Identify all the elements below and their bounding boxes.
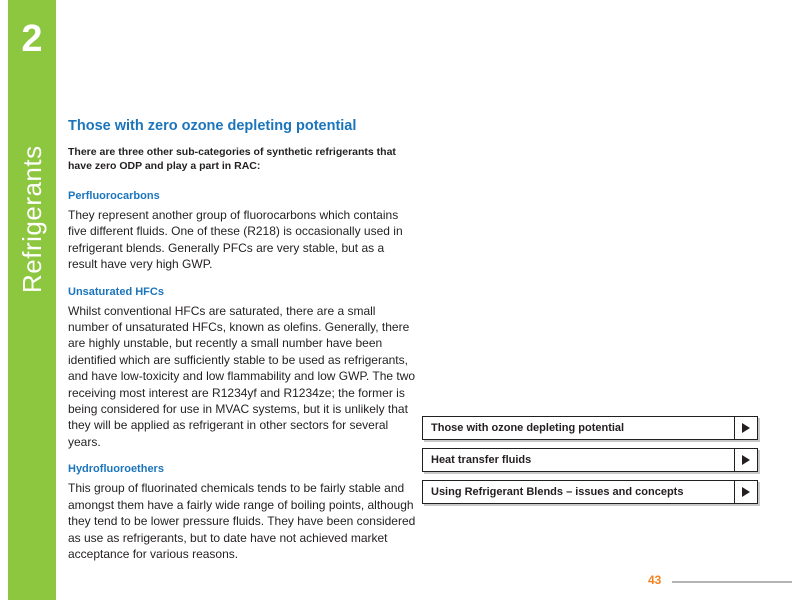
- intro-text: There are three other sub-categories of synthetic refrigerants that have zero ODP and play a part in RAC:: [68, 146, 396, 172]
- footer-rule: [672, 581, 792, 583]
- page-heading: Those with zero ozone depleting potential: [68, 118, 357, 134]
- section-perfluorocarbons: [68, 190, 416, 273]
- arrow-right-icon: [734, 449, 757, 471]
- nav-button-label: Heat transfer fluids: [431, 454, 532, 466]
- nav-button-ozone-depleting[interactable]: [422, 416, 758, 440]
- section-body: This group of fluorinated chemicals tends to be fairly stable and amongst them have a fairly wide range of boiling points, although they tend to be lower pressure fluids. They have been considered as use as refrigerants, but to date have not achieved market acceptance for various reasons.: [68, 481, 416, 561]
- chapter-number: 2: [21, 18, 43, 60]
- section-hydrofluoroethers: [68, 463, 416, 562]
- nav-button-refrigerant-blends[interactable]: [422, 480, 758, 504]
- section-body: They represent another group of fluorocarbons which contains five different fluids. One of these (R218) is occasionally used in refrigerant blends. Generally PFCs are very stable, but as a result have very high GWP.: [68, 208, 403, 272]
- arrow-right-icon: [734, 481, 757, 503]
- nav-button-label: Those with ozone depleting potential: [431, 422, 625, 434]
- chapter-title-vertical: Refrigerants: [17, 145, 47, 293]
- section-unsaturated-hfcs: [68, 286, 416, 451]
- section-title: Hydrofluoroethers: [68, 463, 164, 476]
- arrow-right-icon: [734, 417, 757, 439]
- nav-button-label: Using Refrigerant Blends – issues and concepts: [431, 486, 684, 498]
- section-title: Unsaturated HFCs: [68, 285, 164, 298]
- main-content: [68, 118, 416, 575]
- section-body: Whilst conventional HFCs are saturated, there are a small number of unsaturated HFCs, known as olefins. Generally, there are highly unstable, but recently a small number have been identified which are sufficiently stable to be used as refrigerants, and have low-toxicity and low flammability and low GWP. The two receiving most interest are R1234yf and R1234ze; the former is being considered for use in MVAC systems, but it is unlikely that they will be applied as refrigerant in other sectors for several years.: [68, 303, 416, 449]
- chapter-sidebar: [8, 0, 56, 600]
- related-links-group: [422, 416, 758, 512]
- nav-button-heat-transfer-fluids[interactable]: [422, 448, 758, 472]
- page-number: 43: [648, 573, 662, 587]
- section-title: Perfluorocarbons: [68, 190, 160, 202]
